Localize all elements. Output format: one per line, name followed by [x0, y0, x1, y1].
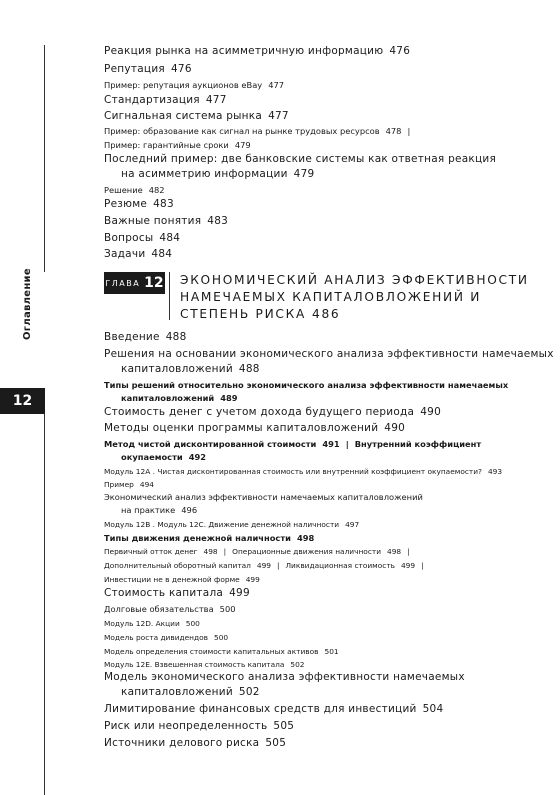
- toc-entry[interactable]: Источники делового риска 505: [104, 737, 287, 749]
- toc-entry[interactable]: Реакция рынка на асимметричную информацию 476: [104, 45, 411, 57]
- toc-entry[interactable]: Модель роста дивидендов 500: [104, 633, 229, 642]
- toc-entry-continuation[interactable]: капиталовложений 489: [121, 393, 238, 403]
- toc-entry[interactable]: Пример 494: [104, 480, 154, 489]
- chapter-divider: [169, 272, 170, 320]
- toc-entry[interactable]: Лимитирование финансовых средств для инвестиций 504: [104, 703, 444, 715]
- toc-entry[interactable]: Модуль 12А . Чистая дисконтированная стоимость или внутренний коэффициент окупаемости? 493: [104, 467, 503, 476]
- separator-bar: |: [223, 547, 227, 556]
- toc-entry[interactable]: Стоимость денег с учетом дохода будущего периода 490: [104, 406, 442, 418]
- toc-entry[interactable]: Методы оценки программы капиталовложений 490: [104, 422, 406, 434]
- toc-entry-continuation[interactable]: капиталовложений 488: [121, 363, 260, 375]
- toc-entry[interactable]: Стандартизация 477: [104, 94, 227, 106]
- toc-entry[interactable]: Сигнальная система рынка 477: [104, 110, 289, 122]
- chapter-number: 12: [144, 275, 164, 291]
- toc-entry[interactable]: Риск или неопределенность 505: [104, 720, 295, 732]
- separator-bar: |: [407, 126, 411, 136]
- top-margin-rule: [44, 45, 45, 272]
- toc-entry[interactable]: Модуль 12Е. Взвешенная стоимость капитала 502: [104, 660, 305, 669]
- toc-entry-continuation[interactable]: на практике 496: [121, 505, 198, 515]
- toc-entry[interactable]: Метод чистой дисконтированной стоимости 491 | Внутренний коэффициент: [104, 439, 482, 449]
- separator-bar: |: [407, 547, 410, 556]
- toc-entry[interactable]: Дополнительный оборотный капитал 499 | Ликвидационная стоимость 499 |: [104, 561, 424, 570]
- chapter-tab: 12: [0, 388, 45, 414]
- toc-entry[interactable]: Введение 488: [104, 331, 187, 343]
- toc-entry[interactable]: Типы движения денежной наличности 498: [104, 533, 315, 543]
- toc-entry[interactable]: Первичный отток денег 498 | Операционные движения наличности 498 |: [104, 547, 410, 556]
- toc-entry[interactable]: Решения на основании экономического анализа эффективности намечаемых: [104, 348, 554, 360]
- toc-entry[interactable]: Модель экономического анализа эффективности намечаемых: [104, 671, 465, 683]
- toc-entry[interactable]: Типы решений относительно экономического анализа эффективности намечаемых: [104, 380, 509, 390]
- toc-entry[interactable]: Пример: образование как сигнал на рынке трудовых ресурсов 478 |: [104, 126, 411, 136]
- toc-entry-continuation[interactable]: на асимметрию информации 479: [121, 168, 315, 180]
- toc-entry[interactable]: Долговые обязательства 500: [104, 604, 236, 614]
- separator-bar: |: [345, 439, 349, 449]
- toc-entry[interactable]: Репутация 476: [104, 63, 192, 75]
- toc-entry[interactable]: Экономический анализ эффективности намечаемых капиталовложений: [104, 492, 423, 502]
- separator-bar: |: [421, 561, 424, 570]
- toc-entry-continuation[interactable]: окупаемости 492: [121, 452, 207, 462]
- chapter-label-box: [104, 272, 165, 294]
- bottom-margin-rule: [44, 414, 45, 795]
- toc-entry[interactable]: Резюме 483: [104, 198, 174, 210]
- chapter-page: 486: [312, 307, 341, 321]
- toc-entry[interactable]: Задачи 484: [104, 248, 173, 260]
- toc-entry[interactable]: Решение 482: [104, 185, 165, 195]
- toc-entry[interactable]: Модуль 12В . Модуль 12С. Движение денежной наличности 497: [104, 520, 360, 529]
- toc-entry[interactable]: Вопросы 484: [104, 232, 181, 244]
- toc-entry[interactable]: Важные понятия 483: [104, 215, 229, 227]
- toc-entry[interactable]: Стоимость капитала 499: [104, 587, 250, 599]
- toc-entry[interactable]: Пример: репутация аукционов eBay 477: [104, 80, 285, 90]
- toc-entry-continuation[interactable]: капиталовложений 502: [121, 686, 260, 698]
- separator-bar: |: [277, 561, 280, 570]
- toc-entry[interactable]: Пример: гарантийные сроки 479: [104, 140, 251, 150]
- toc-entry[interactable]: Инвестиции не в денежной форме 499: [104, 575, 260, 584]
- chapter-word: ГЛАВА: [105, 278, 141, 288]
- toc-entry[interactable]: Модель определения стоимости капитальных активов 501: [104, 647, 339, 656]
- toc-entry[interactable]: Модуль 12D. Акции 500: [104, 619, 200, 628]
- chapter-title[interactable]: ЭКОНОМИЧЕСКИЙ АНАЛИЗ ЭФФЕКТИВНОСТИ НАМЕЧАЕМЫХ КАПИТАЛОВЛОЖЕНИЙ И СТЕПЕНЬ РИСКА 486: [180, 273, 529, 321]
- side-label-text: Оглавление: [22, 268, 33, 340]
- toc-entry[interactable]: Последний пример: две банковские системы как ответная реакция: [104, 153, 497, 165]
